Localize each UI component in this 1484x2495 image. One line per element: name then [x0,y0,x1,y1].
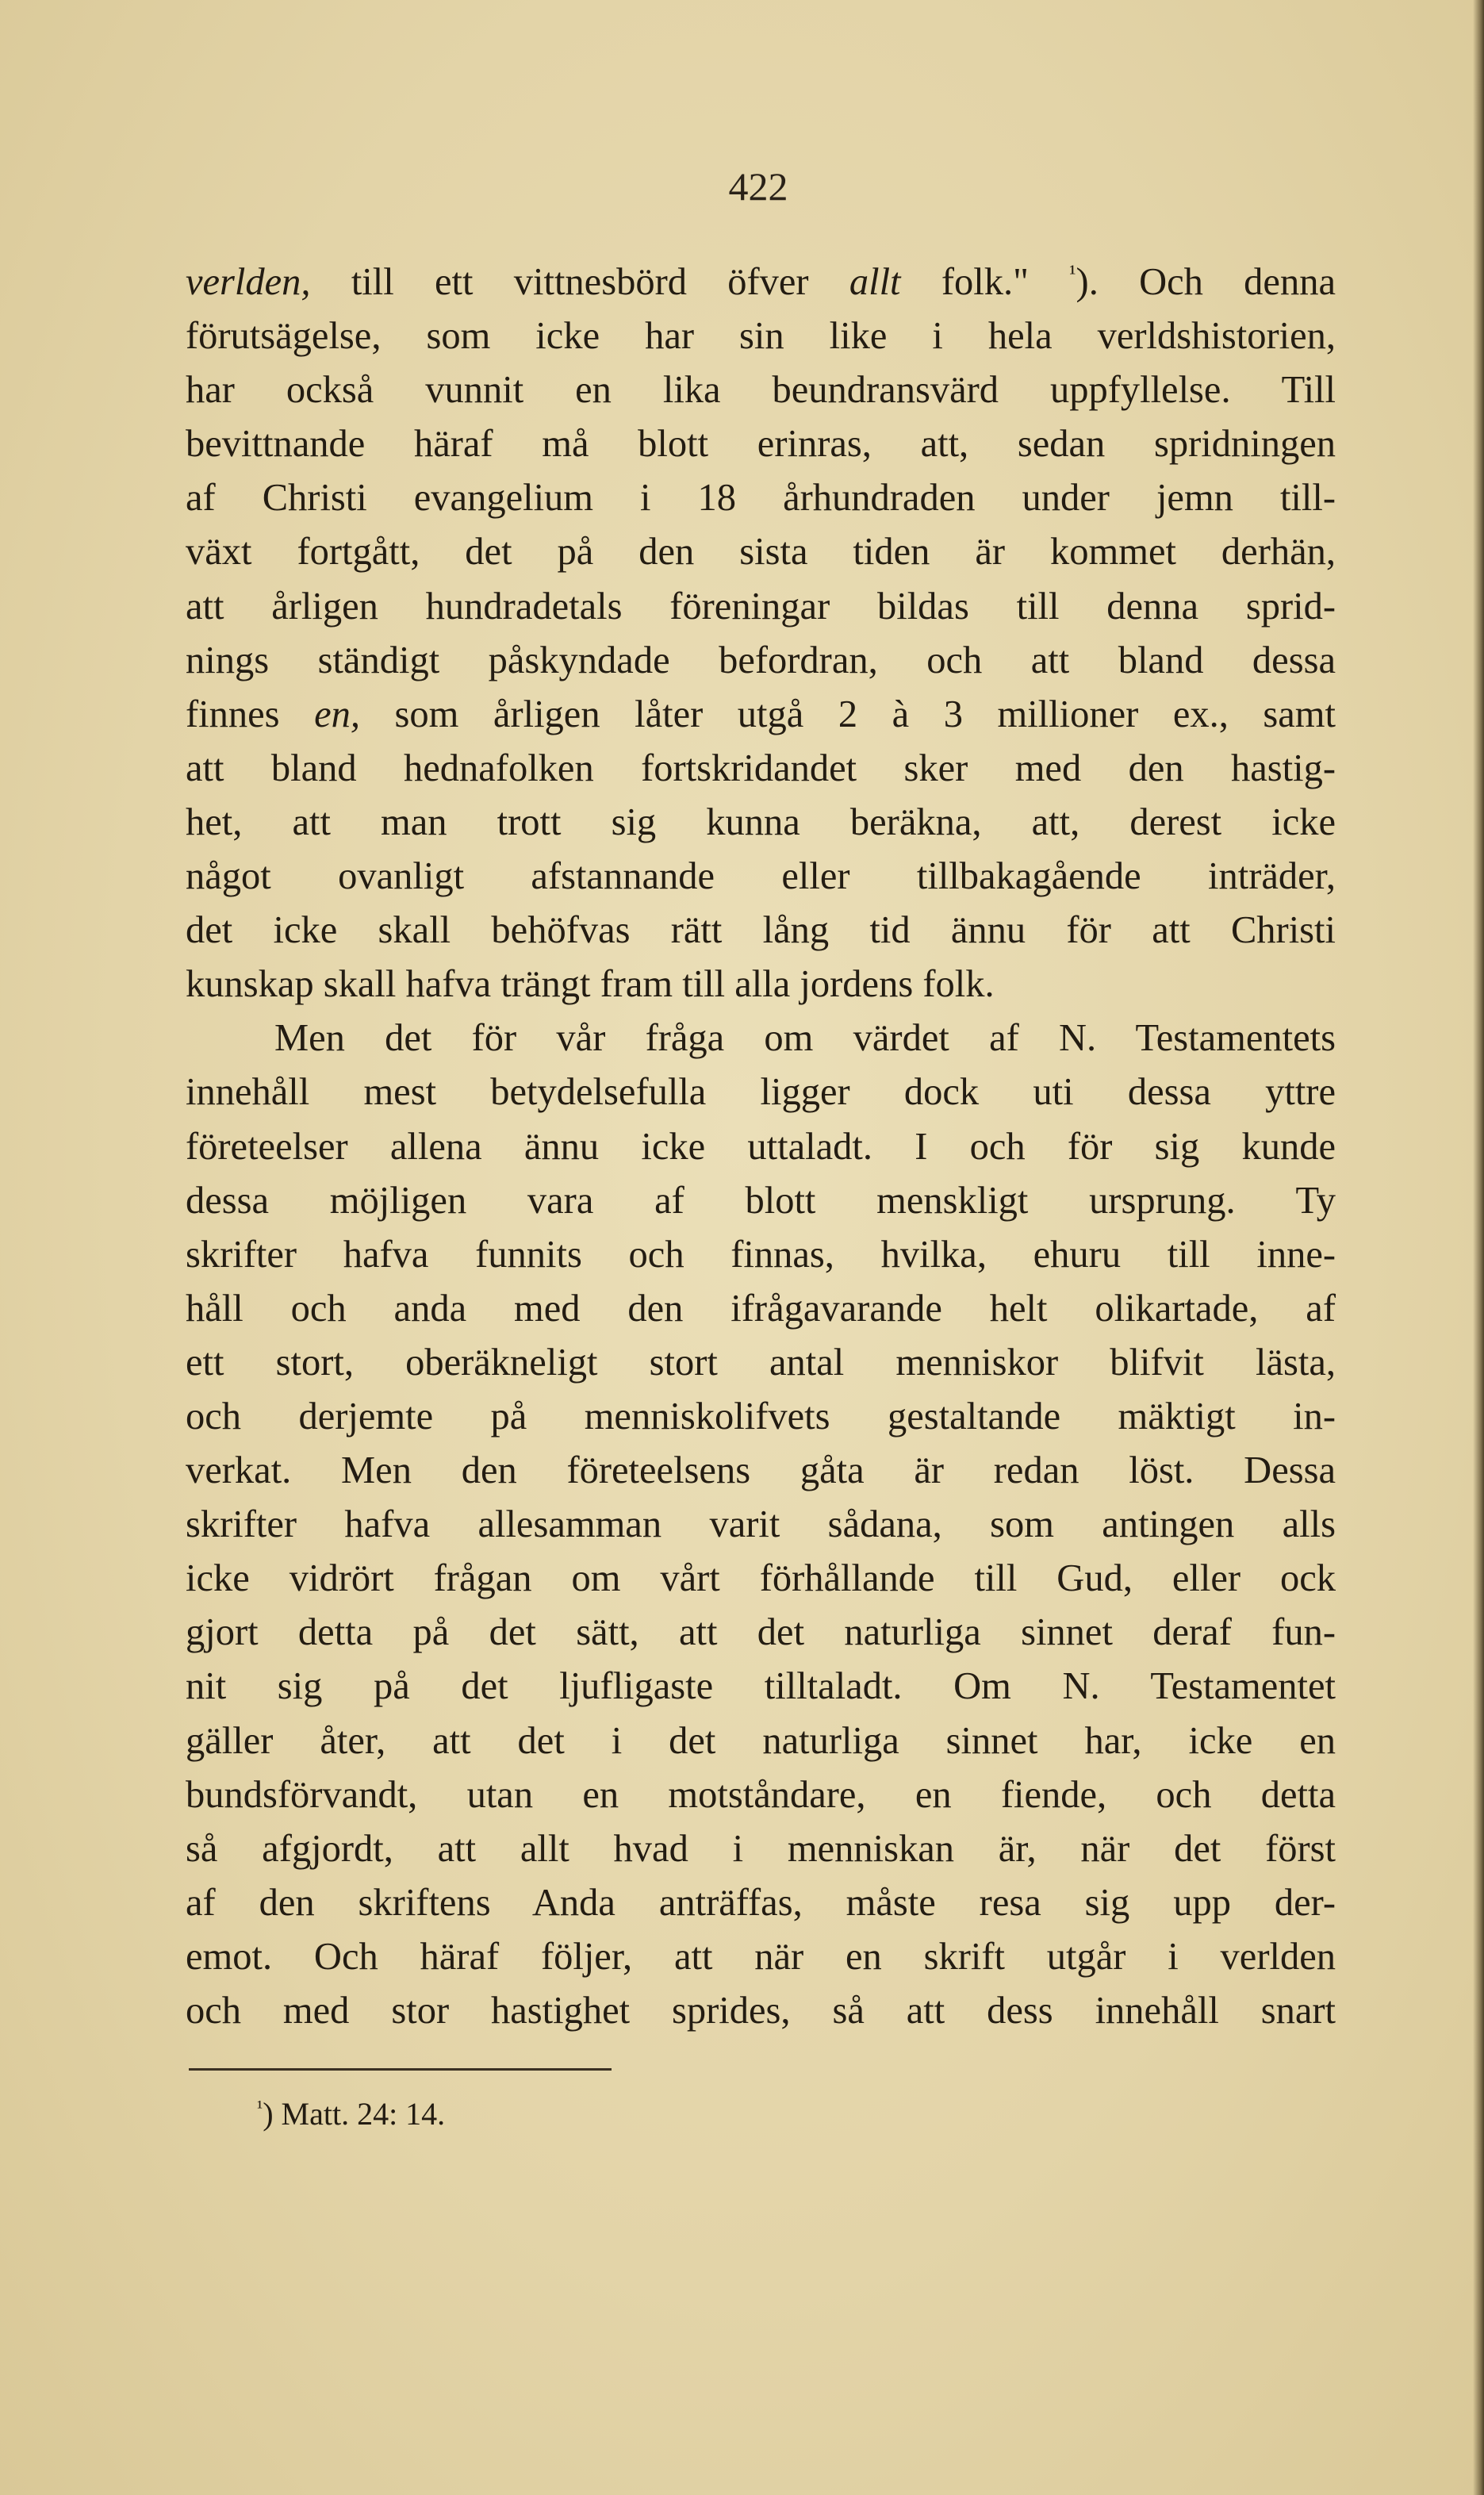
text-run: af Christi evangelium i 18 århundraden under jemn till- [186,477,1336,520]
text-run: bevittnande häraf må blott erinras, att, sedan spridningen [186,423,1336,466]
text-line [186,796,1336,850]
text-run: skrifter hafva allesamman varit sådana, som antingen alls [186,1503,1336,1546]
text-line [186,255,1336,309]
text-line [186,1768,1336,1822]
text-run: het, att man trott sig kunna beräkna, att, derest icke [186,800,1336,843]
text-run: så afgjordt, att allt hvad i menniskan är, när det först [186,1827,1336,1870]
text-run: till ett vittnesbörd öfver [310,261,849,303]
text-run: skrifter hafva funnits och finnas, hvilka, ehuru till inne- [186,1233,1336,1276]
text-run: och med stor hastighet sprides, så att dess innehåll snart [186,1990,1336,2032]
text-run: ett stort, oberäkneligt stort antal menniskor blifvit lästa, [186,1341,1336,1384]
text-line [186,580,1336,634]
text-run: af den skriftens Anda anträffas, måste resa sig upp der- [186,1881,1336,1924]
text-run: och derjemte på menniskolifvets gestaltande mäktigt in- [186,1395,1336,1438]
page-number: 422 [728,164,788,209]
text-run: håll och anda med den ifrågavarande helt olikartade, af [186,1287,1336,1330]
text-line [186,1606,1336,1660]
text-run: gjort detta på det sätt, att det naturliga sinnet deraf fun- [186,1611,1336,1654]
text-run: emot. Och häraf följer, att när en skrift utgår i verlden [186,1935,1336,1978]
text-run: Men det för vår fråga om värdet af N. Testamentets [274,1017,1336,1060]
text-line [186,309,1336,363]
text-line [186,1714,1336,1768]
page-edge-shadow [1473,0,1484,2495]
text-line [186,1876,1336,1930]
text-run: att bland hednafolken fortskridandet sker med den hastig- [186,747,1336,789]
text-line [186,1930,1336,1984]
text-run: gäller åter, att det i det naturliga sinnet har, icke en [186,1719,1336,1762]
text-run: har också vunnit en lika beundransvärd uppfyllelse. Till [186,369,1336,412]
text-line [186,1282,1336,1336]
text-run: finnes [186,693,315,735]
text-line [186,1984,1336,2038]
text-line [186,1011,1336,1065]
text-line [186,1065,1336,1119]
text-line [186,471,1336,525]
text-line [186,1120,1336,1174]
text-line [186,1498,1336,1552]
text-line [186,904,1336,958]
text-line [186,525,1336,579]
footnote-text: ) Matt. 24: 14. [263,2096,446,2132]
text-run: förutsägelse, som icke har sin like i hela verldshistorien, [186,315,1336,358]
text-line [186,1822,1336,1876]
text-run: företeelser allena ännu icke uttaladt. I och för sig kunde [186,1125,1336,1168]
footnote [257,2095,445,2132]
text-run: dessa möjligen vara af blott menskligt ursprung. Ty [186,1179,1336,1222]
text-line [186,958,1336,1011]
footnote-reference: ¹ [1069,261,1076,286]
italic-text: verlden, [186,261,311,303]
text-run: icke vidrört frågan om vårt förhållande till Gud, eller ock [186,1557,1336,1600]
footnote-marker: ¹ [257,2098,263,2118]
text-run: verkat. Men den företeelsens gåta är redan löst. Dessa [186,1449,1336,1492]
text-line [186,1444,1336,1498]
text-line [186,1336,1336,1390]
text-run: nit sig på det ljufligaste tilltaladt. Om N. Testamentet [186,1665,1336,1708]
text-line [186,1174,1336,1228]
footnote-separator [189,2068,612,2071]
text-run: som årligen låter utgå 2 à 3 millioner ex., samt [359,693,1336,735]
text-run: växt fortgått, det på den sista tiden är kommet derhän, [186,531,1336,574]
text-line [186,1660,1336,1714]
text-run: nings ständigt påskyndade befordran, och att bland dessa [186,639,1336,681]
body-text [186,255,1336,2038]
text-run: bundsförvandt, utan en motståndare, en fiende, och detta [186,1773,1336,1816]
italic-text: en, [314,693,360,735]
text-line [186,1552,1336,1606]
text-run: att årligen hundradetals föreningar bildas till denna sprid- [186,585,1336,628]
text-run: det icke skall behöfvas rätt lång tid ännu för att Christi [186,909,1336,952]
text-run: folk." [900,261,1070,303]
text-line [186,1228,1336,1282]
italic-text: allt [849,261,901,303]
text-run: ). Och denna [1076,261,1336,303]
text-line [186,742,1336,796]
text-run: innehåll mest betydelsefulla ligger dock uti dessa yttre [186,1071,1336,1114]
text-line [186,417,1336,471]
text-line [186,634,1336,688]
text-line [186,1390,1336,1444]
text-line [186,363,1336,417]
text-run: något ovanligt afstannande eller tillbakagående inträder, [186,855,1336,898]
text-line [186,688,1336,742]
text-line [186,850,1336,904]
text-run: kunskap skall hafva trängt fram till alla jordens folk. [186,963,995,1006]
